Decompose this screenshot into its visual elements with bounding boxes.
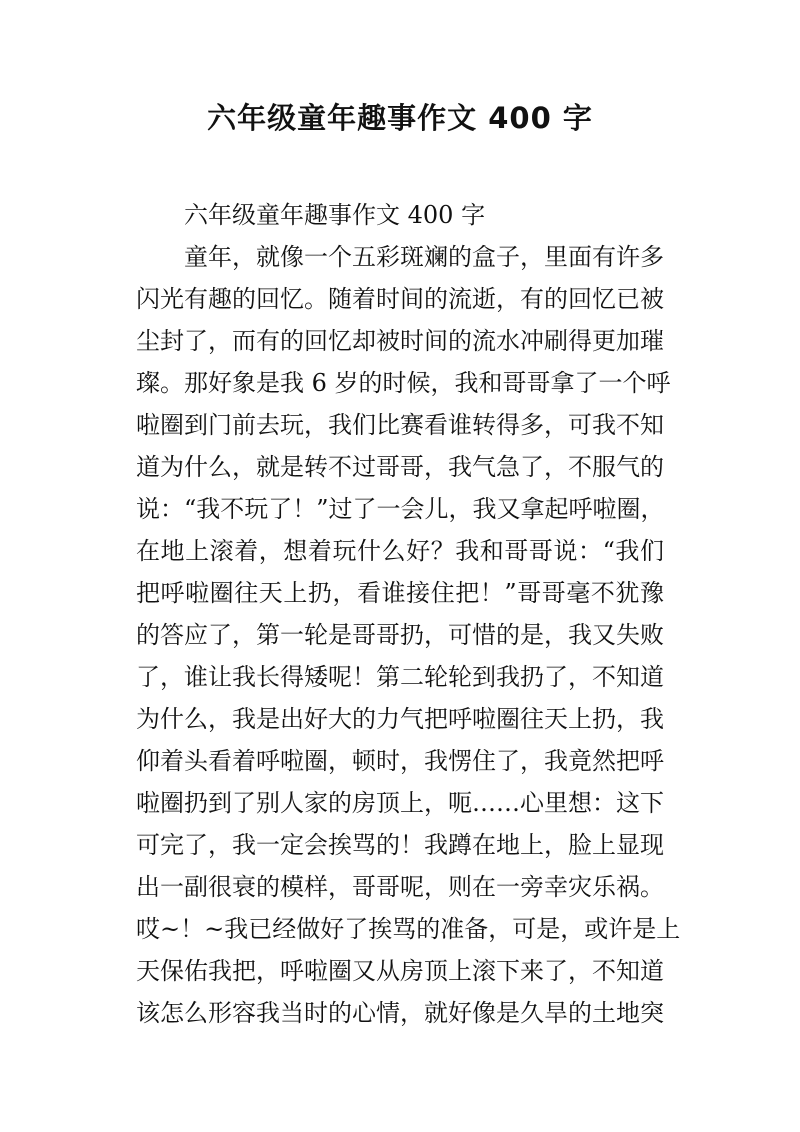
paragraph-line: 啦圈到门前去玩，我们比赛看谁转得多，可我不知 [136, 411, 664, 439]
paragraph-line: 哎~！~我已经做好了挨骂的准备，可是，或许是上 [136, 915, 681, 943]
paragraph-line: 了，谁让我长得矮呢！第二轮轮到我扔了，不知道 [136, 663, 664, 691]
paragraph-line: 童年，就像一个五彩斑斓的盒子，里面有许多 [184, 243, 664, 271]
paragraph-line: 闪光有趣的回忆。随着时间的流逝，有的回忆已被 [136, 285, 664, 313]
paragraph-line: 说：“我不玩了！”过了一会儿，我又拿起呼啦圈， [136, 495, 665, 523]
paragraph-line: 把呼啦圈往天上扔，看谁接住把！”哥哥毫不犹豫 [136, 579, 664, 607]
paragraph-line: 为什么，我是出好大的力气把呼啦圈往天上扔，我 [136, 705, 664, 733]
paragraph-line: 道为什么，就是转不过哥哥，我气急了，不服气的 [136, 453, 664, 481]
paragraph-line: 该怎么形容我当时的心情，就好像是久旱的土地突 [136, 999, 664, 1027]
paragraph-line: 天保佑我把，呼啦圈又从房顶上滚下来了，不知道 [136, 957, 664, 985]
paragraph-line: 尘封了，而有的回忆却被时间的流水冲刷得更加璀 [136, 327, 664, 355]
paragraph-line: 仰着头看着呼啦圈，顿时，我愣住了，我竟然把呼 [136, 747, 664, 775]
document-title: 六年级童年趣事作文 400 字 [207, 101, 593, 135]
paragraph-line: 的答应了，第一轮是哥哥扔，可惜的是，我又失败 [136, 621, 664, 649]
essay-body [136, 194, 681, 1034]
paragraph-line: 出一副很衰的模样，哥哥呢，则在一旁幸灾乐祸。 [136, 873, 664, 901]
paragraph-line: 啦圈扔到了别人家的房顶上，呃……心里想：这下 [136, 789, 664, 817]
essay-subtitle: 六年级童年趣事作文 400 字 [184, 201, 486, 229]
paragraph-line: 在地上滚着，想着玩什么好？我和哥哥说：“我们 [136, 537, 664, 565]
paragraph-line: 可完了，我一定会挨骂的！我蹲在地上，脸上显现 [136, 831, 664, 859]
paragraph-line: 璨。那好象是我 6 岁的时候，我和哥哥拿了一个呼 [136, 369, 671, 397]
